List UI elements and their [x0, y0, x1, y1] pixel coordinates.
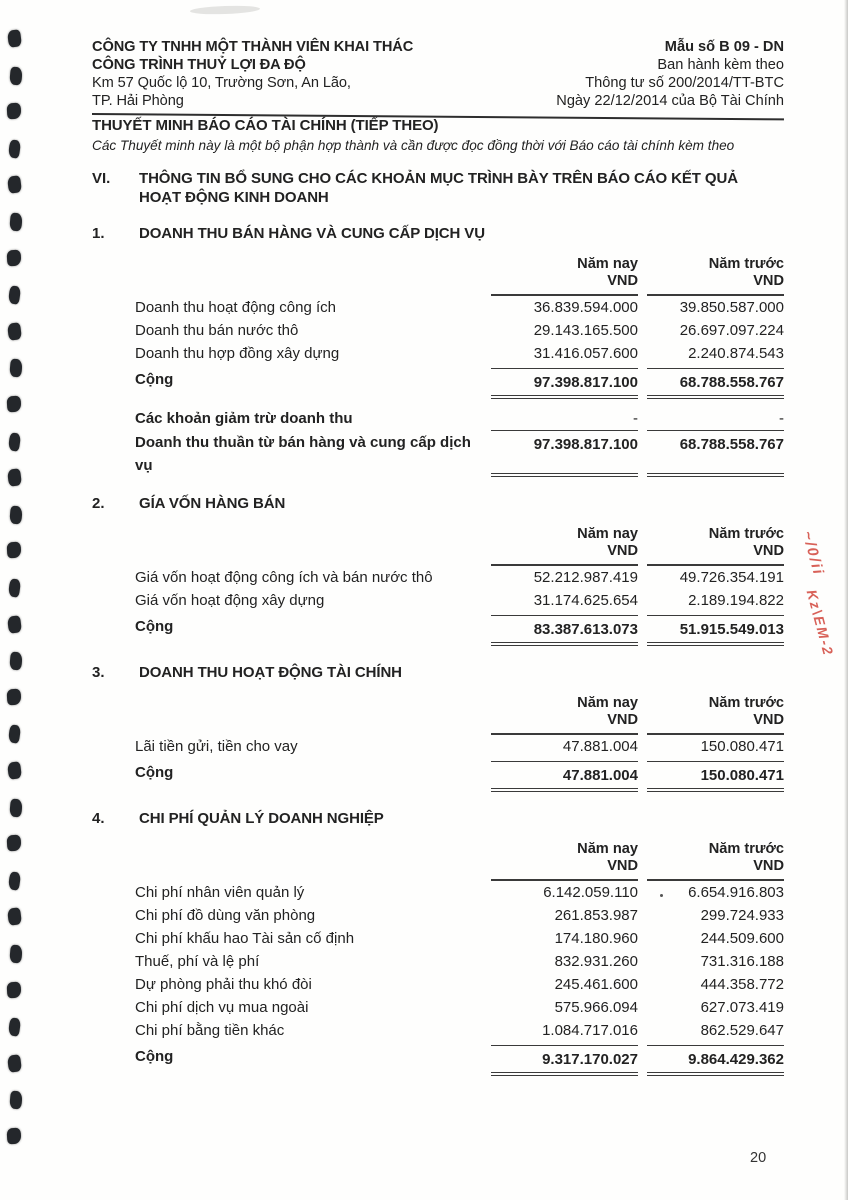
- row-label: Lãi tiền gửi, tiền cho vay: [135, 738, 298, 755]
- value-prior-year: 39.850.587.000: [679, 299, 784, 316]
- page-number: 20: [750, 1150, 767, 1166]
- header-spacer: [92, 695, 482, 735]
- value-prior-year: 68.788.558.767: [647, 368, 784, 399]
- value-prior-year: 51.915.549.013: [647, 615, 784, 646]
- value-current-year: 36.839.594.000: [533, 299, 638, 316]
- row-label: Chi phí dịch vụ mua ngoài: [135, 999, 309, 1016]
- binding-hole-mark: [8, 871, 21, 890]
- column-header-label: Năm trước: [708, 526, 784, 542]
- note-heading: [92, 663, 784, 682]
- value-prior-year: 68.788.558.767: [647, 431, 784, 477]
- row-label: Chi phí nhân viên quản lý: [135, 884, 305, 901]
- value-current-year: 97.398.817.100: [491, 368, 638, 399]
- column-header-prior-year: [647, 695, 784, 735]
- note-title: CHI PHÍ QUẢN LÝ DOANH NGHIỆP: [139, 810, 384, 827]
- table-header-row: [92, 841, 784, 881]
- note-number: 1.: [92, 225, 105, 242]
- table-header-row: [92, 695, 784, 735]
- handwritten-red-annotation: Kz\EM-2: [803, 587, 837, 659]
- row-label: Chi phí bằng tiền khác: [135, 1022, 285, 1039]
- binding-hole-mark: [7, 396, 22, 413]
- company-name-line1: CÔNG TY TNHH MỘT THÀNH VIÊN KHAI THÁC: [92, 39, 414, 55]
- table-row: [92, 996, 784, 1019]
- value-prior-year: 6.654.916.803: [688, 884, 784, 901]
- value-current-year: 6.142.059.110: [491, 881, 638, 904]
- document-header: [92, 38, 784, 110]
- table-row: [92, 407, 784, 431]
- binding-hole-mark: [8, 139, 21, 158]
- note-section: [92, 494, 784, 646]
- company-address-line2: TP. Hải Phòng: [92, 93, 184, 109]
- section-vi-title: THÔNG TIN BỔ SUNG CHO CÁC KHOẢN MỤC TRÌNH BÀY TRÊN BÁO CÁO KẾT QUẢ HOẠT ĐỘNG KINH DOANH: [139, 170, 738, 206]
- binding-hole-mark: [7, 981, 22, 998]
- binding-hole-mark: [9, 66, 23, 85]
- table-row: [92, 950, 784, 973]
- column-header-unit: VND: [753, 858, 784, 874]
- table-body: [92, 566, 784, 646]
- binding-hole-mark: [9, 505, 23, 524]
- handwritten-red-annotation: ~/0/ii: [798, 529, 828, 578]
- row-label: Cộng: [135, 1048, 174, 1065]
- value-current-year: 47.881.004: [491, 761, 638, 792]
- row-label: Cộng: [135, 371, 174, 388]
- row-label: Cộng: [135, 618, 174, 635]
- table-body: [92, 296, 784, 477]
- column-header-prior-year: [647, 526, 784, 566]
- header-spacer: [92, 526, 482, 566]
- value-current-year: 97.398.817.100: [491, 431, 638, 477]
- value-prior-year: 444.358.772: [700, 976, 784, 993]
- note-section: [92, 663, 784, 792]
- note-number: 4.: [92, 810, 105, 827]
- table-row: [92, 927, 784, 950]
- value-prior-year: 26.697.097.224: [679, 322, 784, 339]
- table-row: [92, 1045, 784, 1076]
- note-table: [92, 256, 784, 477]
- binding-hole-mark: [7, 29, 22, 47]
- table-row: [92, 368, 784, 399]
- value-current-year: 31.416.057.600: [533, 345, 638, 362]
- binding-hole-mark: [9, 945, 23, 964]
- spiral-binding: [0, 0, 30, 1200]
- note-table: [92, 841, 784, 1076]
- binding-hole-mark: [7, 1128, 22, 1145]
- report-disclaimer: Các Thuyết minh này là một bộ phận hợp thành và cần được đọc đồng thời với Báo cáo tài chính kèm theo: [92, 138, 735, 153]
- value-prior-year: 150.080.471: [700, 738, 784, 755]
- row-label: Giá vốn hoạt động xây dựng: [135, 592, 325, 609]
- note-sections: [92, 224, 784, 1076]
- table-row: [92, 881, 784, 904]
- value-prior-year: 49.726.354.191: [679, 569, 784, 586]
- value-prior-year: -: [647, 407, 784, 431]
- value-current-year: 29.143.165.500: [533, 322, 638, 339]
- note-heading: [92, 494, 784, 513]
- note-table: [92, 695, 784, 792]
- binding-hole-mark: [7, 322, 22, 340]
- value-prior-year: 9.864.429.362: [647, 1045, 784, 1076]
- row-label: Doanh thu hợp đồng xây dựng: [135, 345, 340, 362]
- binding-hole-mark: [7, 468, 22, 486]
- binding-hole-mark: [9, 798, 23, 817]
- note-number: 3.: [92, 664, 105, 681]
- binding-hole-mark: [8, 286, 21, 305]
- column-header-unit: VND: [753, 273, 784, 289]
- form-issued-line2: Thông tư số 200/2014/TT-BTC: [585, 75, 784, 91]
- value-current-year: 832.931.260: [554, 953, 638, 970]
- form-issued-line3: Ngày 22/12/2014 của Bộ Tài Chính: [556, 93, 784, 109]
- binding-hole-mark: [9, 359, 23, 378]
- column-header-label: Năm trước: [708, 695, 784, 711]
- row-label: Doanh thu hoạt động công ích: [135, 299, 336, 316]
- binding-hole-mark: [7, 103, 22, 120]
- table-row: [92, 296, 784, 319]
- row-label: Doanh thu bán nước thô: [135, 322, 299, 339]
- value-current-year: 9.317.170.027: [491, 1045, 638, 1076]
- value-prior-year: 627.073.419: [700, 999, 784, 1016]
- binding-hole-mark: [7, 176, 22, 194]
- binding-hole-mark: [8, 725, 21, 744]
- table-row: [92, 904, 784, 927]
- column-header-label: Năm trước: [708, 841, 784, 857]
- value-current-year: 52.212.987.419: [533, 569, 638, 586]
- value-prior-year: 244.509.600: [700, 930, 784, 947]
- binding-hole-mark: [9, 652, 23, 671]
- table-body: [92, 881, 784, 1076]
- binding-hole-mark: [8, 578, 21, 597]
- company-address-line1: Km 57 Quốc lộ 10, Trường Sơn, An Lão,: [92, 75, 351, 91]
- value-current-year: 575.966.094: [554, 999, 638, 1016]
- value-prior-year: 150.080.471: [647, 761, 784, 792]
- column-header-unit: VND: [607, 712, 638, 728]
- table-body: [92, 735, 784, 792]
- binding-hole-mark: [7, 615, 22, 633]
- report-title: THUYẾT MINH BÁO CÁO TÀI CHÍNH (TIẾP THEO): [92, 117, 439, 134]
- value-current-year: 261.853.987: [554, 907, 638, 924]
- binding-hole-mark: [7, 835, 22, 852]
- value-prior-year: 731.316.188: [700, 953, 784, 970]
- column-header-unit: VND: [753, 712, 784, 728]
- binding-hole-mark: [9, 1091, 23, 1110]
- column-header-unit: VND: [607, 858, 638, 874]
- column-header-current-year: [491, 841, 638, 881]
- column-header-unit: VND: [753, 543, 784, 559]
- note-title: GÍA VỐN HÀNG BÁN: [139, 495, 286, 512]
- row-label: Thuế, phí và lệ phí: [135, 953, 260, 970]
- binding-hole-mark: [7, 761, 22, 779]
- binding-hole-mark: [7, 249, 22, 266]
- header-spacer: [92, 256, 482, 296]
- column-header-label: Năm nay: [577, 841, 638, 857]
- row-label: Doanh thu thuần từ bán hàng và cung cấp dịch vụ: [135, 434, 471, 474]
- column-header-label: Năm nay: [577, 695, 638, 711]
- table-row: [92, 342, 784, 365]
- value-current-year: 31.174.625.654: [533, 592, 638, 609]
- binding-hole-mark: [8, 432, 21, 451]
- table-row: [92, 735, 784, 758]
- value-current-year: 245.461.600: [554, 976, 638, 993]
- document-content: [92, 38, 784, 1076]
- binding-hole-mark: [8, 1018, 21, 1037]
- note-title: DOANH THU BÁN HÀNG VÀ CUNG CẤP DỊCH VỤ: [139, 225, 485, 242]
- binding-hole-mark: [9, 213, 23, 232]
- value-prior-year: 2.240.874.543: [688, 345, 784, 362]
- column-header-current-year: [491, 695, 638, 735]
- note-heading: [92, 809, 784, 828]
- row-label: Chi phí đồ dùng văn phòng: [135, 907, 316, 924]
- table-row: [92, 319, 784, 342]
- row-label: Dự phòng phải thu khó đòi: [135, 976, 312, 993]
- note-table: [92, 526, 784, 646]
- binding-hole-mark: [7, 542, 22, 559]
- column-header-label: Năm trước: [708, 256, 784, 272]
- header-spacer: [92, 841, 482, 881]
- value-current-year: 174.180.960: [554, 930, 638, 947]
- form-reference-block: [556, 38, 784, 110]
- column-header-prior-year: [647, 256, 784, 296]
- company-block: [92, 38, 413, 110]
- table-row: [92, 615, 784, 646]
- scan-smudge-artifact: [190, 5, 260, 15]
- table-row: [92, 1019, 784, 1042]
- section-vi-heading: [92, 169, 784, 207]
- section-vi-number: VI.: [92, 170, 111, 187]
- table-row: [92, 566, 784, 589]
- column-header-unit: VND: [607, 273, 638, 289]
- table-header-row: [92, 526, 784, 566]
- note-section: [92, 809, 784, 1076]
- column-header-label: Năm nay: [577, 526, 638, 542]
- page-edge-shadow: [844, 0, 848, 1200]
- column-header-current-year: [491, 526, 638, 566]
- note-section: [92, 224, 784, 477]
- row-label: Các khoản giảm trừ doanh thu: [135, 410, 353, 427]
- value-prior-year: 862.529.647: [700, 1022, 784, 1039]
- company-name-line2: CÔNG TRÌNH THUỶ LỢI ĐA ĐỘ: [92, 57, 306, 73]
- row-label: Chi phí khấu hao Tài sản cố định: [135, 930, 355, 947]
- table-row: [92, 973, 784, 996]
- form-number: Mẫu số B 09 - DN: [664, 39, 784, 55]
- table-row: [92, 431, 784, 477]
- column-header-label: Năm nay: [577, 256, 638, 272]
- table-row: [92, 761, 784, 792]
- value-current-year: 83.387.613.073: [491, 615, 638, 646]
- value-current-year: 47.881.004: [562, 738, 638, 755]
- value-prior-year: 2.189.194.822: [688, 592, 784, 609]
- column-header-current-year: [491, 256, 638, 296]
- binding-hole-mark: [7, 908, 22, 926]
- binding-hole-mark: [7, 1054, 22, 1072]
- note-heading: [92, 224, 784, 243]
- row-label: Giá vốn hoạt động công ích và bán nước thô: [135, 569, 433, 586]
- value-prior-year: 299.724.933: [700, 907, 784, 924]
- value-current-year: -: [491, 407, 638, 431]
- form-issued-line1: Ban hành kèm theo: [657, 57, 784, 73]
- note-title: DOANH THU HOẠT ĐỘNG TÀI CHÍNH: [139, 664, 402, 681]
- column-header-unit: VND: [607, 543, 638, 559]
- table-header-row: [92, 256, 784, 296]
- note-number: 2.: [92, 495, 105, 512]
- row-label: Cộng: [135, 764, 174, 781]
- value-current-year: 1.084.717.016: [542, 1022, 638, 1039]
- binding-hole-mark: [7, 688, 22, 705]
- column-header-prior-year: [647, 841, 784, 881]
- table-row: [92, 589, 784, 612]
